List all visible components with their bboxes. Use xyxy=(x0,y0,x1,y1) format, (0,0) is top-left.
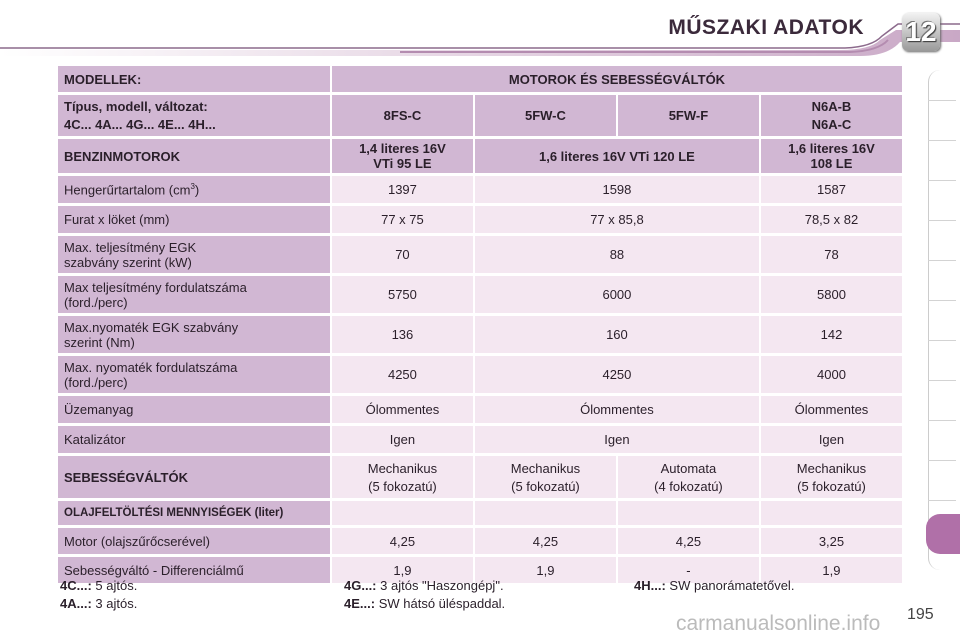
tab-divider xyxy=(928,140,956,141)
spec-label xyxy=(58,316,330,353)
gearbox-gears: (4 fokozatú) xyxy=(654,478,723,494)
spec-value: 5800 xyxy=(761,276,902,313)
spec-label-line: Max. nyomaték fordulatszáma xyxy=(64,359,238,375)
table-row xyxy=(58,426,902,453)
oil-capacities-label: OLAJFELTÖLTÉSI MENNYISÉGEK (liter) xyxy=(58,501,330,525)
spec-label xyxy=(58,426,330,453)
tab-divider xyxy=(928,500,956,501)
spec-value: 1397 xyxy=(332,176,473,203)
type-code: 5FW-F xyxy=(618,95,759,136)
footnote xyxy=(634,578,794,593)
oil-gearbox-value: 1,9 xyxy=(332,557,473,583)
gearbox-type: Mechanikus xyxy=(510,460,581,476)
chapter-badge: 12 xyxy=(902,13,940,51)
spec-label-line: szerint (Nm) xyxy=(64,334,135,350)
spec-value: 4000 xyxy=(761,356,902,393)
spec-label-line: Max teljesítmény fordulatszáma xyxy=(64,279,247,295)
type-code: N6A-C xyxy=(811,117,852,132)
table-row xyxy=(58,356,902,393)
spec-value: Ólommentes xyxy=(761,396,902,423)
spec-value: 6000 xyxy=(475,276,759,313)
spec-value: 78,5 x 82 xyxy=(761,206,902,233)
footnote xyxy=(60,596,137,611)
gearbox-cell xyxy=(332,456,473,498)
spec-label xyxy=(58,206,330,233)
page-header xyxy=(0,0,960,60)
spec-label-text: Hengerűrtartalom (cm xyxy=(64,182,191,198)
spec-value: 88 xyxy=(475,236,759,273)
spec-label-line: (ford./perc) xyxy=(64,374,128,390)
spec-value: 77 x 75 xyxy=(332,206,473,233)
active-chapter-tab[interactable] xyxy=(926,514,960,554)
oil-engine-value: 3,25 xyxy=(761,528,902,554)
engine-3-version: 108 LE xyxy=(810,156,853,171)
table-row xyxy=(58,528,902,554)
table-row xyxy=(58,139,902,173)
petrol-engines-label: BENZINMOTOROK xyxy=(58,139,330,173)
watermark: carmanualsonline.info xyxy=(676,612,881,635)
engine-spec-rows xyxy=(58,176,902,453)
engine-2: 1,6 literes 16V VTi 120 LE xyxy=(475,139,759,173)
engine-3-name: 1,6 literes 16V xyxy=(788,141,875,156)
tab-divider xyxy=(928,460,956,461)
oil-engine-value: 4,25 xyxy=(475,528,616,554)
spec-value: Igen xyxy=(332,426,473,453)
gearbox-label: SEBESSÉGVÁLTÓK xyxy=(58,456,330,498)
spec-label-line: Max.nyomaték EGK szabvány xyxy=(64,319,239,335)
spec-value: 160 xyxy=(475,316,759,353)
spec-value: 70 xyxy=(332,236,473,273)
spec-label-line: Max. teljesítmény EGK xyxy=(64,239,197,255)
footnote-text: 3 ajtós. xyxy=(95,596,138,611)
spec-label xyxy=(58,236,330,273)
oil-engine-label: Motor (olajszűrőcserével) xyxy=(58,528,330,554)
spec-label-line: Furat x löket (mm) xyxy=(64,212,170,227)
models-label: MODELLEK: xyxy=(58,66,330,92)
gearbox-cell xyxy=(475,456,616,498)
spec-value: 136 xyxy=(332,316,473,353)
oil-gearbox-value: - xyxy=(618,557,759,583)
spec-value: Ólommentes xyxy=(332,396,473,423)
spec-label-line: szabvány szerint (kW) xyxy=(64,254,192,270)
spec-label-line: Üzemanyag xyxy=(64,402,134,417)
table-row xyxy=(58,95,902,136)
oil-engine-value: 4,25 xyxy=(332,528,473,554)
oil-gearbox-label: Sebességváltó - Differenciálmű xyxy=(58,557,330,583)
gearbox-type: Mechanikus xyxy=(796,460,867,476)
spec-value: 78 xyxy=(761,236,902,273)
gearbox-cell xyxy=(761,456,902,498)
empty-cell xyxy=(475,501,616,525)
tab-divider xyxy=(928,180,956,181)
oil-gearbox-value: 1,9 xyxy=(475,557,616,583)
type-label xyxy=(58,95,330,136)
spec-label-text: ) xyxy=(194,182,200,198)
engine-3 xyxy=(761,139,902,173)
page-title: MŰSZAKI ADATOK xyxy=(668,16,864,39)
tab-divider xyxy=(928,100,956,101)
footnote-code: 4H...: xyxy=(634,578,666,593)
type-label-line: 4C... 4A... 4G... 4E... 4H... xyxy=(64,117,216,132)
spec-value: 4250 xyxy=(332,356,473,393)
oil-engine-value: 4,25 xyxy=(618,528,759,554)
spec-label-line: Katalizátor xyxy=(64,432,126,447)
empty-cell xyxy=(332,501,473,525)
footnote-text: SW hátsó üléspaddal. xyxy=(378,596,506,611)
type-code: N6A-B xyxy=(811,99,852,114)
type-label-line: Típus, modell, változat: xyxy=(64,99,208,114)
footnote-code: 4G...: xyxy=(344,578,377,593)
gearbox-type: Mechanikus xyxy=(367,460,438,476)
spec-value: Igen xyxy=(475,426,759,453)
chapter-tabs xyxy=(928,70,960,570)
gearbox-gears: (5 fokozatú) xyxy=(511,478,580,494)
table-row xyxy=(58,396,902,423)
oil-gearbox-value: 1,9 xyxy=(761,557,902,583)
empty-cell xyxy=(618,501,759,525)
table-row xyxy=(58,206,902,233)
tab-divider xyxy=(928,380,956,381)
tab-divider xyxy=(928,340,956,341)
spec-value: 77 x 85,8 xyxy=(475,206,759,233)
page-number: 195 xyxy=(907,606,934,623)
table-row xyxy=(58,456,902,498)
spec-value: Ólommentes xyxy=(475,396,759,423)
engine-1-version: VTi 95 LE xyxy=(373,156,432,171)
footnote xyxy=(344,596,505,611)
gearbox-gears: (5 fokozatú) xyxy=(368,478,437,494)
spec-value: 1587 xyxy=(761,176,902,203)
spec-label xyxy=(58,396,330,423)
gearbox-cell xyxy=(618,456,759,498)
superscript: 3 xyxy=(190,181,195,191)
engine-1 xyxy=(332,139,473,173)
spec-value: Igen xyxy=(761,426,902,453)
footnote xyxy=(344,578,504,593)
type-code-pair xyxy=(761,95,902,136)
gearbox-gears: (5 fokozatú) xyxy=(797,478,866,494)
spec-value: 5750 xyxy=(332,276,473,313)
type-code: 8FS-C xyxy=(332,95,473,136)
table-row xyxy=(58,276,902,313)
footnote-code: 4E...: xyxy=(344,596,376,611)
table-row xyxy=(58,176,902,203)
footnote-text: 3 ajtós "Haszongépj". xyxy=(380,578,504,593)
table-row xyxy=(58,66,902,92)
spec-value: 142 xyxy=(761,316,902,353)
specs-table xyxy=(56,63,904,586)
empty-cell xyxy=(761,501,902,525)
tab-divider xyxy=(928,260,956,261)
footnote-text: 5 ajtós. xyxy=(95,578,138,593)
tab-divider xyxy=(928,220,956,221)
table-row xyxy=(58,236,902,273)
tab-divider xyxy=(928,420,956,421)
gearbox-type: Automata xyxy=(660,460,717,476)
footnote-code: 4A...: xyxy=(60,596,92,611)
spec-label xyxy=(58,176,330,203)
engine-1-name: 1,4 literes 16V xyxy=(359,141,446,156)
spec-label xyxy=(58,356,330,393)
type-code: 5FW-C xyxy=(475,95,616,136)
table-row xyxy=(58,501,902,525)
table-row xyxy=(58,316,902,353)
spec-label-line: (ford./perc) xyxy=(64,294,128,310)
spec-value: 1598 xyxy=(475,176,759,203)
tab-divider xyxy=(928,300,956,301)
engines-gearbox-header: MOTOROK ÉS SEBESSÉGVÁLTÓK xyxy=(332,66,902,92)
spec-label xyxy=(58,276,330,313)
footnote xyxy=(60,578,137,593)
footnote-text: SW panorámatetővel. xyxy=(669,578,795,593)
footnote-code: 4C...: xyxy=(60,578,92,593)
spec-value: 4250 xyxy=(475,356,759,393)
